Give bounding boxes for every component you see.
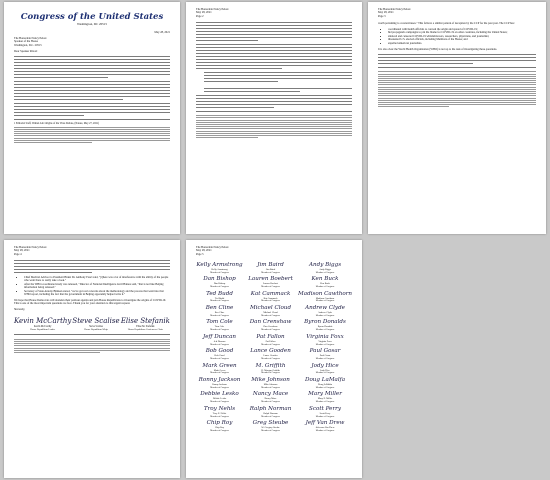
list-item: • expelled American journalists. <box>388 42 536 45</box>
member-signature-block <box>298 348 352 360</box>
salutation: Dear Speaker Pelosi: <box>14 49 38 53</box>
member-name: Andrew Clyde <box>318 311 333 315</box>
signature: Kelly Armstrong <box>196 261 243 268</box>
signature: Greg Steube <box>252 420 289 427</box>
member-signature-block <box>196 291 243 303</box>
signer-name: Elise M. Stefanik <box>136 325 155 329</box>
member-signature-block <box>196 377 243 389</box>
footnotes <box>196 111 352 138</box>
member-signature-block <box>196 334 243 346</box>
member-signature-block <box>196 391 243 403</box>
member-name: Jim Baird <box>265 267 276 271</box>
member-signature-block <box>247 420 294 432</box>
bullet-list <box>204 72 352 92</box>
member-signature-block <box>298 319 352 331</box>
header-line: Page 3 <box>378 14 386 18</box>
page-header <box>378 8 536 18</box>
member-title: Member of Congress <box>261 271 280 274</box>
signature: Lance Gooden <box>250 348 291 355</box>
member-title: Member of Congress <box>261 401 280 404</box>
member-name: Dan Bishop <box>213 282 226 286</box>
signature-block <box>121 317 170 331</box>
member-name: Kelly Armstrong <box>211 267 228 271</box>
signature: Chip Roy <box>206 420 233 427</box>
member-name: Tom Cole <box>214 325 225 329</box>
member-name: W. Gregory Steube <box>261 426 280 430</box>
footnotes <box>14 334 170 352</box>
member-title: Member of Congress <box>210 286 229 289</box>
body-paragraph <box>14 103 170 116</box>
member-name: Bob Good <box>214 354 225 358</box>
member-name: Andy Biggs <box>319 267 331 271</box>
letterhead-subtitle: Washington, DC 20515 <box>77 22 107 26</box>
header-line: May 28, 2021 <box>196 11 212 15</box>
member-title: Member of Congress <box>261 329 280 332</box>
signature: M. Griffith <box>255 362 286 369</box>
signature: Michael Cloud <box>249 305 292 312</box>
page-header <box>196 8 352 18</box>
header-line: May 28, 2021 <box>196 249 212 253</box>
signature: Andy Biggs <box>308 261 342 268</box>
member-title: Member of Congress <box>210 429 229 432</box>
member-title: Member of Congress <box>315 372 335 375</box>
page3-closing: It is also clear the World Health Organization (WHO) is not up to the task of investigating these questions. <box>378 47 498 51</box>
member-signature-block <box>247 406 294 418</box>
member-signature-block <box>196 348 243 360</box>
signature: Mary Miller <box>308 391 342 398</box>
member-title: Member of Congress <box>315 329 335 332</box>
member-name: Ralph Norman <box>263 411 278 415</box>
member-signature-block <box>247 377 294 389</box>
member-title: Member of Congress <box>315 386 335 389</box>
header-line: May 28, 2021 <box>378 11 394 15</box>
letter-page-3 <box>368 2 546 234</box>
page-header <box>14 246 170 256</box>
member-title: Member of Congress <box>261 314 280 317</box>
member-title: Member of Congress <box>210 386 229 389</box>
member-name: Troy E. Nehls <box>212 411 227 415</box>
member-title: Member of Congress <box>315 286 335 289</box>
member-title: Member of Congress <box>210 401 229 404</box>
member-name: Ronny Jackson <box>212 383 227 387</box>
list-item: • Secretary of State Antony Blinken stated, "we've got real concerns about the methodology and the process that went into that WHO report, including the fact that the government in Beijing apparently helped write it." <box>24 290 170 297</box>
member-signature-block <box>247 262 294 274</box>
addressee-block <box>14 37 170 47</box>
signature: Kevin McCarthy <box>14 317 72 326</box>
addressee-line: Washington, D.C. 20515 <box>14 43 42 47</box>
member-title: Member of Congress <box>315 415 335 418</box>
member-signature-block <box>298 391 352 403</box>
member-signature-block <box>247 319 294 331</box>
member-signature-block <box>247 334 294 346</box>
member-name: Mary E. Miller <box>317 397 333 401</box>
signature: Pat Fallon <box>256 333 285 340</box>
member-name: Debbie Lesko <box>212 397 227 401</box>
member-title: Member of Congress <box>261 300 280 303</box>
member-name: Mark Green <box>213 368 226 372</box>
header-line: Page 4 <box>14 252 22 256</box>
member-title: Member of Congress <box>210 372 229 375</box>
member-signature-block <box>298 276 352 288</box>
member-title: Member of Congress <box>315 358 335 361</box>
member-name: Ken Buck <box>320 282 330 286</box>
member-name: Dan Crenshaw <box>263 325 278 329</box>
signature: Lauren Boebert <box>248 276 293 283</box>
member-title: Member of Congress <box>261 386 280 389</box>
member-signature-block <box>298 377 352 389</box>
footnotes <box>378 67 536 107</box>
body-paragraph <box>196 95 352 108</box>
member-name: Jody Hice <box>320 368 330 372</box>
member-title: Member of Congress <box>315 401 335 404</box>
signature: Debbie Lesko <box>200 391 239 398</box>
header-line: The Honorable Nancy Pelosi <box>378 8 411 11</box>
page3-lead: worth pertaining to coronaviruses." This follows a similar pattern of deception by the CCP for the past year. The CCP has: <box>378 21 515 25</box>
member-name: Chip Roy <box>214 426 225 430</box>
member-name: Mike Johnson <box>263 383 278 387</box>
member-signature-block <box>298 305 352 317</box>
body-paragraph <box>196 22 352 41</box>
leadership-signatures <box>14 317 170 331</box>
signature: Nancy Mace <box>252 391 289 398</box>
letter-page-1 <box>4 2 180 234</box>
footnote-lead: 1 Editorial Staff, Wuhan Lab Origins of the Virus Debate, (Nature, May 27, 2021) <box>14 121 100 125</box>
member-title: Member of Congress <box>315 314 335 317</box>
member-signature-block <box>298 334 352 346</box>
signer-title: House Republican Conference Chair <box>127 328 163 332</box>
member-name: Virginia Foxx <box>318 339 332 343</box>
signer-name: Steve Scalise <box>89 325 103 329</box>
member-signature-block <box>247 348 294 360</box>
member-title: Member of Congress <box>261 415 280 418</box>
member-signature-block <box>298 262 352 274</box>
header-line: Page 5 <box>196 252 204 256</box>
sincerely: Sincerely, <box>14 308 26 312</box>
member-name: Pat Fallon <box>265 339 276 343</box>
member-title: Member of Congress <box>315 300 335 303</box>
letter-page-4 <box>4 240 180 478</box>
closing-paragraph: We hope that House Democrats will abandon their partisan agenda and join House Republicans to investigate the origins of COVID-19. This is one of the most important questions we face. Thank you for your attention to this urgent request. <box>14 299 167 306</box>
member-name: Kat Cammack <box>263 296 278 300</box>
signature: Steve Scalise <box>72 317 120 326</box>
signature: Virginia Foxx <box>306 333 344 340</box>
signature: Jeff Van Drew <box>305 420 345 427</box>
member-name: Byron Donalds <box>317 325 333 329</box>
list-item: • threatened U.S. elected officials, including Members of the House; and <box>388 38 536 41</box>
body-paragraph <box>378 54 536 64</box>
member-signature-block <box>196 319 243 331</box>
body-paragraph <box>14 81 170 100</box>
member-title: Member of Congress <box>210 300 229 303</box>
addressee-line: The Honorable Nancy Pelosi <box>14 37 47 40</box>
member-title: Member of Congress <box>315 343 335 346</box>
member-title: Member of Congress <box>315 271 335 274</box>
list-item: • hid propaganda campaigns to pin the blame for COVID-19 on other countries, including the United States; <box>388 31 536 34</box>
body-paragraph <box>14 56 170 78</box>
member-name: Ted Budd <box>214 296 225 300</box>
member-signature-block <box>298 406 352 418</box>
member-title: Member of Congress <box>261 343 280 346</box>
member-signature-block <box>247 291 294 303</box>
signature: Dan Bishop <box>203 276 236 283</box>
signature: Tom Cole <box>206 319 233 326</box>
member-name: Doug LaMalfa <box>317 383 333 387</box>
signature: Jim Baird <box>257 261 284 268</box>
member-title: Member of Congress <box>210 343 229 346</box>
member-title: Member of Congress <box>261 429 280 432</box>
member-name: Lauren Boebert <box>263 282 278 286</box>
signature: Madison Cawthorn <box>298 290 352 297</box>
member-title: Member of Congress <box>261 286 280 289</box>
signature: Elise Stefanik <box>120 317 170 326</box>
header-line: The Honorable Nancy Pelosi <box>196 246 229 249</box>
member-signature-block <box>298 291 352 303</box>
page-header <box>196 246 352 256</box>
signature-block <box>14 317 71 331</box>
member-signature-block <box>196 305 243 317</box>
official-quotes-list <box>14 276 170 296</box>
member-name: Scott Perry <box>319 411 331 415</box>
signature: Byron Donalds <box>304 319 346 326</box>
footnotes <box>14 119 170 143</box>
member-signature-grid <box>196 262 352 433</box>
letter-date: May 28, 2021 <box>154 31 170 34</box>
member-name: Michael Cloud <box>263 311 278 315</box>
signature: Mike Johnson <box>251 377 290 384</box>
member-signature-block <box>298 363 352 375</box>
signature: Doug LaMalfa <box>304 377 346 384</box>
body-paragraph <box>196 44 352 69</box>
member-name: Ben Cline <box>214 311 225 315</box>
signature: Ronny Jackson <box>198 377 241 384</box>
member-title: Member of Congress <box>210 358 229 361</box>
header-line: The Honorable Nancy Pelosi <box>14 246 47 249</box>
signer-title: House Republican Whip <box>84 328 108 332</box>
signature: Scott Perry <box>309 405 341 412</box>
member-title: Member of Congress <box>210 271 229 274</box>
signature: Ken Buck <box>311 276 339 283</box>
member-name: Nancy Mace <box>264 397 277 401</box>
member-title: Member of Congress <box>261 358 280 361</box>
list-item: • silenced and censored COVID-19 whistleblowers, researchers, physicians, and journalists; <box>388 35 536 38</box>
letter-page-2 <box>186 2 362 234</box>
member-name: Madison Cawthorn <box>315 296 335 300</box>
ccp-actions-list <box>378 28 536 45</box>
member-name: Jeff Duncan <box>213 339 226 343</box>
header-line: The Honorable Nancy Pelosi <box>196 8 229 11</box>
signature: Paul Gosar <box>309 348 341 355</box>
member-name: Lance Gooden <box>263 354 278 358</box>
member-name: Paul Gosar <box>319 354 331 358</box>
addressee-line: Speaker of the House <box>14 40 38 44</box>
header-line: Page 2 <box>196 14 204 18</box>
member-title: Member of Congress <box>315 429 335 432</box>
list-item: • coordinated with health officials to conceal the origin and spread of COVID-19; <box>388 28 536 31</box>
header-line: May 28, 2021 <box>14 249 30 253</box>
body-paragraph <box>14 260 170 273</box>
signature: Dan Crenshaw <box>249 319 292 326</box>
member-name: H. Morgan Griffith <box>261 368 280 372</box>
signature: Mark Green <box>202 362 237 369</box>
signature: Jeff Duncan <box>202 333 237 340</box>
member-signature-block <box>247 391 294 403</box>
signature: Ted Budd <box>206 290 233 297</box>
member-name: Jefferson Van Drew <box>315 426 335 430</box>
member-signature-block <box>196 420 243 432</box>
signer-name: Kevin McCarthy <box>33 325 52 329</box>
member-signature-block <box>196 406 243 418</box>
member-signature-block <box>247 305 294 317</box>
member-title: Member of Congress <box>210 329 229 332</box>
letter-page-5 <box>186 240 362 478</box>
list-item: • After the WHO-coordinated study was released, "Director of National Intelligence Avril Haines said, "that is not like Beijing information being released." <box>24 283 170 290</box>
member-signature-block <box>196 363 243 375</box>
list-item: • Chief Medical Advisor to President Biden Dr. Anthony Fauci said, "[t]here was a lot of interference with the ability of the people who went there to really take a look." <box>24 276 170 283</box>
member-signature-block <box>247 276 294 288</box>
member-title: Member of Congress <box>261 372 280 375</box>
letterhead-title: Congress of the United States <box>20 12 164 22</box>
signature-block <box>71 317 120 331</box>
signature: Ben Cline <box>205 305 234 312</box>
member-signature-block <box>196 262 243 274</box>
signature: Kat Cammack <box>250 290 291 297</box>
signature: Andrew Clyde <box>305 305 345 312</box>
signature: Ralph Norman <box>249 405 292 412</box>
member-signature-block <box>298 420 352 432</box>
member-title: Member of Congress <box>210 314 229 317</box>
member-signature-block <box>247 363 294 375</box>
signature: Jody Hice <box>311 362 339 369</box>
member-signature-block <box>196 276 243 288</box>
signature: Bob Good <box>205 348 234 355</box>
signature: Troy Nehls <box>203 405 236 412</box>
signer-title: House Republican Leader <box>30 328 56 332</box>
member-title: Member of Congress <box>210 415 229 418</box>
